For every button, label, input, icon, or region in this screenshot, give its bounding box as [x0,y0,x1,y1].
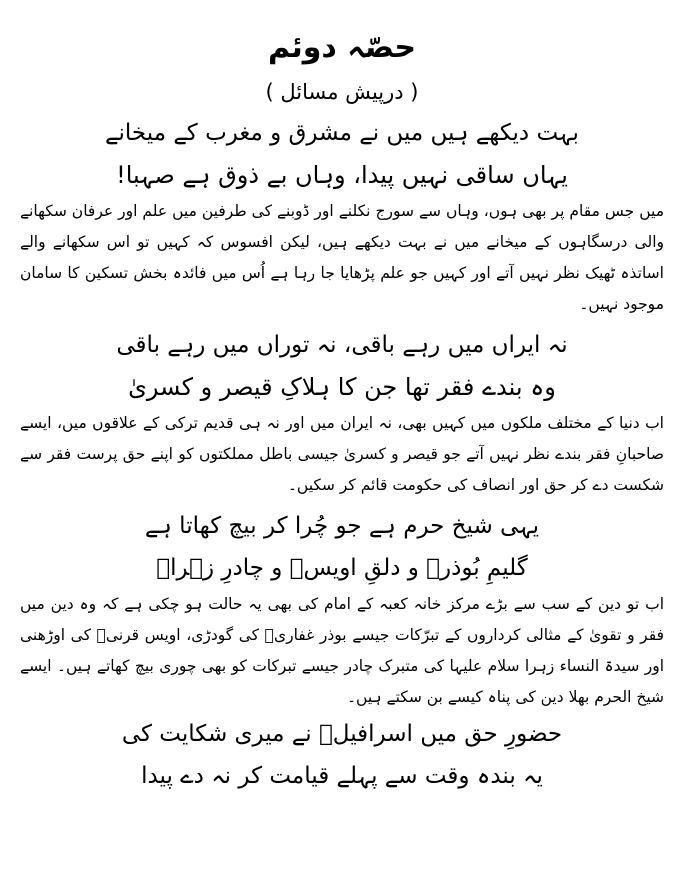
paragraph-line: اب تو دین کے سب سے بڑے مرکز خانہ کعبہ کے امام کی بھی یہ حالت ہو چکی ہے کہ وہ دین میں فقر و تقویٰ کے مثالی [20,595,664,644]
paragraph-line: آتے جو قیصر و کسریٰ جیسی باطل مملکتوں کو اپنے حق پرست فقر سے شکست دے کر حق اور انصاف کی حکومت قائم کر سکیں۔ [20,445,664,494]
explanation-paragraph [20,408,664,501]
page-subtitle: ( درپیش مسائل ) [265,80,419,104]
paragraph-line: کرداروں کے تبرّکات جیسے بوذر غفاریؓ کی گودڑی، اویس قرنیؓ کی اوڑھنی اور سیدۃ النساء زہرا سلام علیہا کی متبرک چادر [20,626,665,675]
verse-line: بہت دیکھے ہیں میں نے مشرق و مغرب کے میخانے [105,120,579,146]
paragraph-line: میں نے بہت دیکھے ہیں، لیکن افسوس کہ کہیں تو اس سکھانے والے اساتذہ ٹھیک نظر نہیں آتے اور کہیں جو علم پڑھایا جا رہا ہے [20,233,664,282]
explanation-paragraph [20,196,664,320]
paragraph-line: اب دنیا کے مختلف ملکوں میں کہیں بھی، نہ ایران میں اور نہ ہی قدیم ترکی کے علاقوں میں، ایسے صاحبانِ فقر بندے نظر نہیں [20,414,664,463]
verse-line: یہاں ساقی نہیں پیدا، وہاں بے ذوق ہے صہبا! [116,161,568,189]
paragraph-line: میں جس مقام پر بھی ہوں، وہاں سے سورج نکلنے اور ڈوبنے کی طرفین میں علم اور عرفان سکھانے والی درسگاہوں کے میخانے [20,202,664,251]
verse-line: حضورِ حق میں اسرافیلؑ نے میری شکایت کی [121,721,563,747]
verse-line: وہ بندے فقر تھا جن کا ہلاکِ قیصر و کسریٰ [128,373,556,401]
paragraph-line: جیسے تبرکات کو بھی چوری بیچ کھاتے ہیں۔ ایسے شیخ الحرم بھلا دین کی پناہ کیسے بن سکتے ہیں۔ [20,657,664,706]
verse-line: گلیمِ بُوذرؓ و دلقِ اویسؓ و چادرِ زہراؓ [156,555,528,581]
verse-line: نہ ایراں میں رہے باقی، نہ توراں میں رہے باقی [116,332,568,358]
explanation-paragraph [20,589,664,713]
page-title: حصّہ دوئم [267,30,417,65]
paragraph-line: اُس میں فائدہ بخش تسکین کا سامان موجود نہیں۔ [20,264,664,313]
verse-line: یہ بندہ وقت سے پہلے قیامت کر نہ دے پیدا [141,763,543,789]
verse-line: یہی شیخ حرم ہے جو چُرا کر بیچ کھاتا ہے [144,513,540,539]
